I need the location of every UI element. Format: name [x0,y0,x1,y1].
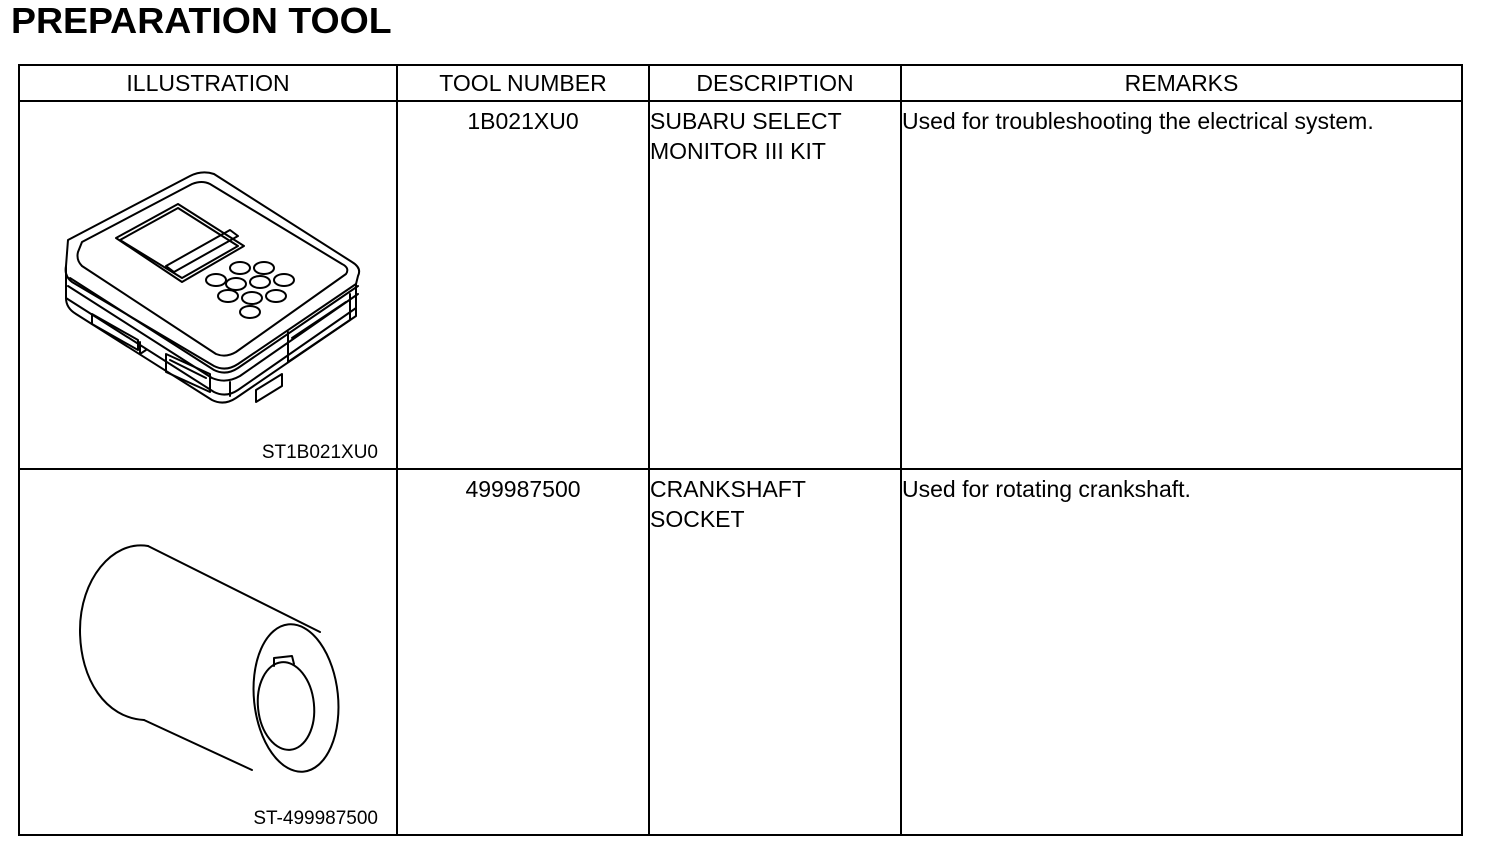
description-line-1: CRANKSHAFT [650,476,806,502]
header-tool-number: TOOL NUMBER [397,65,649,101]
description-line-2: MONITOR III KIT [650,138,826,164]
crankshaft-socket-icon [20,470,396,834]
description-cell [649,469,901,835]
illustration-cell [19,469,397,835]
tool-number: 1B021XU0 [467,108,579,134]
tool-number-cell [397,469,649,835]
page-title: PREPARATION TOOL [11,0,392,41]
remarks-text: Used for troubleshooting the electrical system. [902,108,1374,134]
preparation-tool-table [18,64,1463,836]
illustration-cell [19,101,397,469]
remarks-cell [901,101,1462,469]
header-remarks: REMARKS [901,65,1462,101]
tool-number-cell [397,101,649,469]
description-cell [649,101,901,469]
tool-number: 499987500 [465,476,581,502]
table-header-row [19,65,1462,101]
illustration-code: ST-499987500 [253,808,378,829]
header-description: DESCRIPTION [649,65,901,101]
illustration-code: ST1B021XU0 [261,442,378,463]
diagnostic-monitor-icon [20,102,396,468]
remarks-text: Used for rotating crankshaft. [902,476,1191,502]
header-illustration: ILLUSTRATION [19,65,397,101]
table-row [19,101,1462,469]
remarks-cell [901,469,1462,835]
description-line-1: SUBARU SELECT [650,108,842,134]
description-line-2: SOCKET [650,506,745,532]
table-row [19,469,1462,835]
